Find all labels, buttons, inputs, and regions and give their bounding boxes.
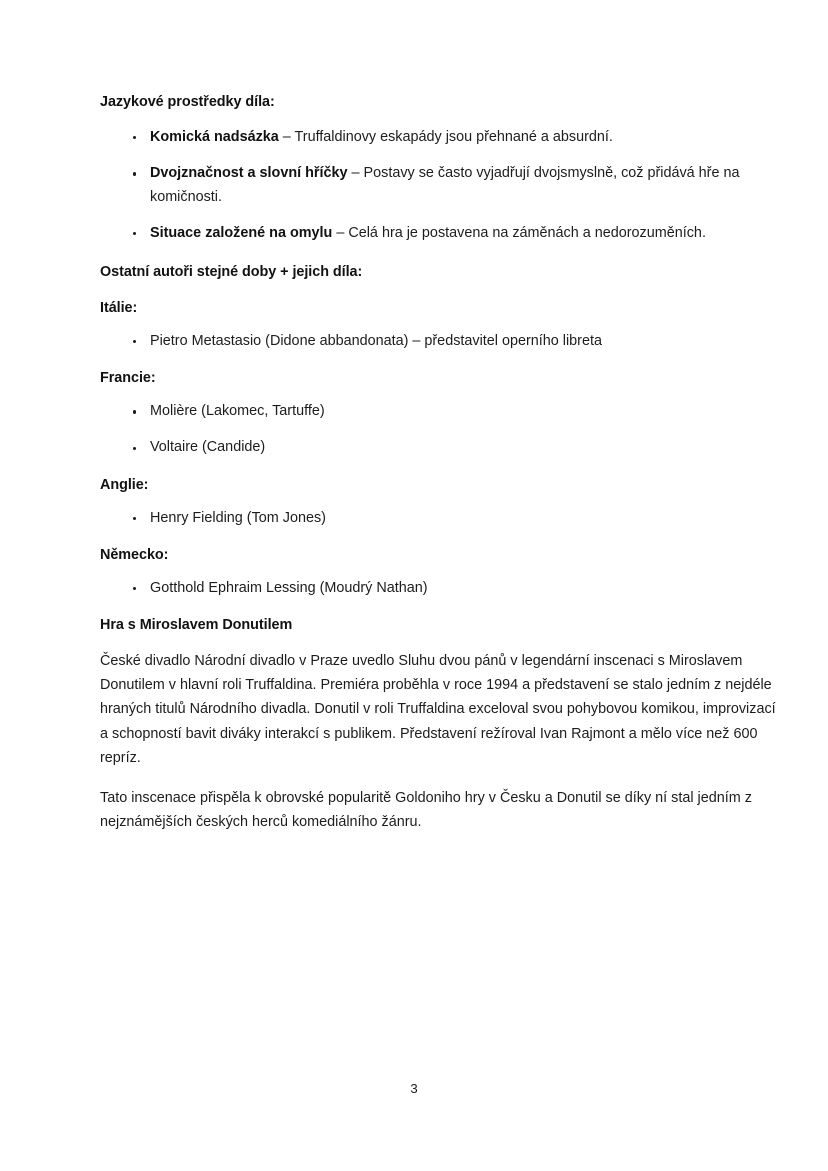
list-item: [100, 126, 778, 149]
list-item: [100, 162, 778, 209]
list-item: [100, 436, 778, 459]
list-item-text: Henry Fielding (Tom Jones): [150, 509, 326, 526]
list-country-francie: [100, 400, 778, 460]
list-item-text: – Celá hra je postavena na záměnách a nedorozuměních.: [332, 224, 706, 241]
heading-country-nemecko: Německo:: [100, 547, 169, 563]
heading-ostatni-autori: Ostatní autoři stejné doby + jejich díla:: [100, 264, 363, 281]
list-item-text: – Postavy se často vyjadřují dvojsmyslně, což přidává hře na komičnosti.: [150, 165, 740, 205]
list-item: [100, 222, 778, 245]
heading-hra-s-donutilem: Hra s Miroslavem Donutilem: [100, 617, 293, 634]
bullet-icon: [133, 340, 136, 343]
bullet-icon: [133, 447, 136, 450]
document-body: [100, 92, 778, 834]
list-country-anglie: [100, 507, 778, 530]
heading-country-francie: Francie:: [100, 370, 156, 387]
bullet-icon: [133, 136, 136, 139]
heading-country-italie: Itálie:: [100, 300, 138, 317]
list-item-lead: Dvojznačnost a slovní hříčky: [150, 165, 348, 182]
bullet-icon: [133, 232, 136, 235]
paragraph-donutil-popularita: Tato inscenace přispěla k obrovské popularitě Goldoniho hry v Česku a Donutil se díky ní stal jedním z nejznámějších českých herců komediálního žánru.: [100, 790, 752, 831]
list-item: [100, 330, 778, 353]
list-jazykove-prostredky: [100, 126, 778, 245]
list-item-text: – Truffaldinovy eskapády jsou přehnané a absurdní.: [278, 128, 613, 145]
list-item-lead: Komická nadsázka: [150, 128, 279, 145]
page-number: 3: [410, 1081, 418, 1096]
list-item-text: Pietro Metastasio (Didone abbandonata) – představitel operního libreta: [150, 332, 602, 349]
bullet-icon: [133, 517, 136, 520]
heading-country-anglie: Anglie:: [100, 476, 149, 493]
list-item: [100, 400, 778, 423]
list-item-text: Molière (Lakomec, Tartuffe): [150, 403, 325, 420]
bullet-icon: [133, 172, 136, 175]
list-item-text: Gotthold Ephraim Lessing (Moudrý Nathan): [150, 579, 428, 596]
paragraph-donutil-inscenace: České divadlo Národní divadlo v Praze uvedlo Sluhu dvou pánů v legendární inscenaci s Miroslavem Donutilem v hlavní roli Truffaldina. Premiéra proběhla v roce 1994 a představení se stalo jedním z nejdéle hraných titulů Národního divadla. Donutil v roli Truffaldina exceloval svou pohybovou komikou, improvizací a schopností bavit diváky interakcí s publikem. Představení režíroval Ivan Rajmont a mělo více než 600 repríz.: [100, 653, 776, 766]
bullet-icon: [133, 410, 136, 413]
bullet-icon: [133, 587, 136, 590]
list-item: [100, 577, 778, 600]
heading-jazykove-prostredky: Jazykové prostředky díla:: [100, 94, 275, 110]
list-item-lead: Situace založené na omylu: [150, 224, 333, 241]
list-item-text: Voltaire (Candide): [150, 439, 266, 456]
list-country-nemecko: [100, 577, 778, 600]
list-item: [100, 507, 778, 530]
list-country-italie: [100, 330, 778, 353]
